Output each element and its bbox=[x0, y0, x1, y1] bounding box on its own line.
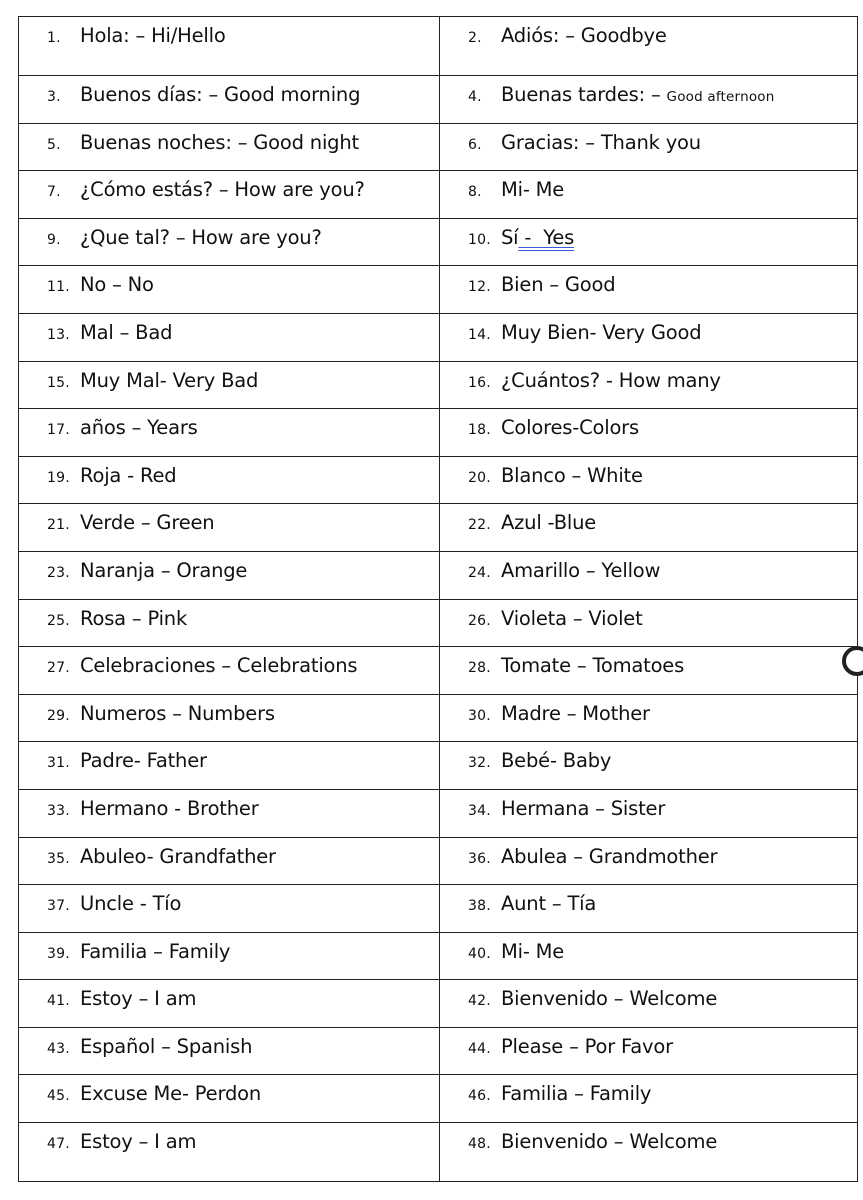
vocab-row bbox=[19, 789, 858, 837]
entry-text: Bienvenido – Welcome bbox=[501, 1130, 718, 1154]
item-number: 21. bbox=[47, 517, 70, 534]
entry-text: Gracias: – Thank you bbox=[501, 130, 701, 154]
item-number: 14. bbox=[468, 326, 491, 343]
vocab-row bbox=[19, 361, 858, 409]
item-number: 9. bbox=[47, 231, 61, 248]
vocab-row bbox=[19, 171, 858, 219]
vocab-entry bbox=[19, 219, 439, 249]
item-number: 7. bbox=[47, 184, 61, 201]
vocab-cell bbox=[19, 694, 440, 742]
vocab-cell bbox=[440, 313, 858, 361]
vocab-cell bbox=[440, 1027, 858, 1075]
vocab-cell bbox=[19, 313, 440, 361]
vocab-entry bbox=[19, 647, 439, 677]
vocab-cell bbox=[440, 837, 858, 885]
vocab-entry bbox=[19, 980, 439, 1010]
item-number: 5. bbox=[47, 136, 61, 153]
entry-text: Estoy – I am bbox=[80, 987, 197, 1011]
vocab-entry bbox=[440, 124, 857, 154]
vocabulary-table bbox=[18, 16, 858, 1182]
vocab-cell bbox=[440, 266, 858, 314]
entry-text: Violeta – Violet bbox=[501, 606, 643, 630]
item-number: 47. bbox=[47, 1136, 70, 1153]
item-number: 43. bbox=[47, 1040, 70, 1057]
entry-text: Abuleo- Grandfather bbox=[80, 844, 276, 868]
vocab-cell bbox=[440, 932, 858, 980]
item-number: 40. bbox=[468, 945, 491, 962]
vocab-cell bbox=[440, 599, 858, 647]
item-number: 34. bbox=[468, 802, 491, 819]
entry-text: Bienvenido – Welcome bbox=[501, 987, 718, 1011]
vocab-entry bbox=[440, 171, 857, 201]
vocab-cell bbox=[440, 694, 858, 742]
entry-text: Azul -Blue bbox=[501, 511, 597, 535]
vocab-cell bbox=[440, 17, 858, 76]
vocab-row bbox=[19, 599, 858, 647]
item-number: 19. bbox=[47, 469, 70, 486]
vocab-entry bbox=[19, 885, 439, 915]
vocab-cell bbox=[19, 1027, 440, 1075]
vocab-entry bbox=[19, 695, 439, 725]
entry-text: Buenas noches: – Good night bbox=[80, 130, 359, 154]
vocab-cell bbox=[440, 504, 858, 552]
entry-text: ¿Que tal? – How are you? bbox=[80, 225, 322, 249]
vocab-cell bbox=[440, 551, 858, 599]
vocab-cell bbox=[440, 123, 858, 171]
vocab-row bbox=[19, 266, 858, 314]
vocab-cell bbox=[440, 1123, 858, 1182]
item-number: 30. bbox=[468, 707, 491, 724]
entry-text: Familia – Family bbox=[501, 1082, 652, 1106]
vocab-row bbox=[19, 17, 858, 76]
vocab-cell bbox=[19, 1123, 440, 1182]
entry-text: Padre- Father bbox=[80, 749, 207, 773]
item-number: 23. bbox=[47, 564, 70, 581]
item-number: 36. bbox=[468, 850, 491, 867]
vocab-entry bbox=[440, 1075, 857, 1105]
vocab-entry bbox=[19, 409, 439, 439]
entry-text: Hola: – Hi/Hello bbox=[80, 24, 226, 47]
vocab-entry bbox=[19, 838, 439, 868]
item-number: 27. bbox=[47, 660, 70, 677]
vocab-row bbox=[19, 504, 858, 552]
vocab-cell bbox=[19, 123, 440, 171]
vocab-row bbox=[19, 932, 858, 980]
vocab-cell bbox=[19, 266, 440, 314]
item-number: 13. bbox=[47, 326, 70, 343]
vocab-entry bbox=[19, 742, 439, 772]
vocab-entry bbox=[440, 790, 857, 820]
item-number: 15. bbox=[47, 374, 70, 391]
vocab-entry bbox=[19, 504, 439, 534]
entry-text: Mi- Me bbox=[501, 939, 565, 963]
vocab-entry bbox=[440, 647, 857, 677]
entry-text: Muy Bien- Very Good bbox=[501, 320, 702, 344]
vocab-row bbox=[19, 1027, 858, 1075]
vocab-entry bbox=[19, 124, 439, 154]
item-number: 41. bbox=[47, 993, 70, 1010]
vocab-cell bbox=[440, 361, 858, 409]
vocab-cell bbox=[19, 742, 440, 790]
item-number: 22. bbox=[468, 517, 491, 534]
item-number: 6. bbox=[468, 136, 482, 153]
item-number: 33. bbox=[47, 802, 70, 819]
item-number: 17. bbox=[47, 422, 70, 439]
vocab-entry bbox=[440, 885, 857, 915]
vocab-cell bbox=[19, 932, 440, 980]
vocab-cell bbox=[440, 1075, 858, 1123]
vocab-entry bbox=[19, 171, 439, 201]
vocab-entry bbox=[19, 266, 439, 296]
vocab-cell bbox=[440, 980, 858, 1028]
vocabulary-table-body bbox=[19, 17, 858, 1182]
vocab-cell bbox=[19, 361, 440, 409]
item-number: 16. bbox=[468, 374, 491, 391]
vocab-cell bbox=[19, 171, 440, 219]
item-number: 4. bbox=[468, 89, 482, 105]
vocab-cell bbox=[440, 76, 858, 124]
item-number: 26. bbox=[468, 612, 491, 629]
item-number: 48. bbox=[468, 1136, 491, 1153]
item-number: 8. bbox=[468, 184, 482, 201]
item-number: 37. bbox=[47, 898, 70, 915]
vocab-entry bbox=[19, 76, 439, 106]
vocab-cell bbox=[19, 599, 440, 647]
vocab-entry bbox=[19, 362, 439, 392]
item-number: 24. bbox=[468, 564, 491, 581]
vocab-entry bbox=[440, 552, 857, 582]
vocab-entry bbox=[440, 980, 857, 1010]
vocab-cell bbox=[440, 171, 858, 219]
vocab-entry bbox=[19, 1123, 439, 1153]
vocab-entry bbox=[19, 1075, 439, 1105]
entry-text: Roja - Red bbox=[80, 463, 177, 487]
entry-text: Verde – Green bbox=[80, 511, 215, 535]
vocab-cell bbox=[19, 789, 440, 837]
entry-text: Muy Mal- Very Bad bbox=[80, 368, 259, 392]
vocab-entry bbox=[440, 219, 857, 249]
entry-text: Adiós: – Goodbye bbox=[501, 24, 667, 47]
entry-text: Please – Por Favor bbox=[501, 1034, 673, 1058]
vocab-entry bbox=[19, 314, 439, 344]
entry-text: Buenas tardes: – bbox=[501, 83, 661, 106]
vocab-entry bbox=[440, 695, 857, 725]
vocab-cell bbox=[440, 647, 858, 695]
vocab-cell bbox=[19, 76, 440, 124]
vocab-entry bbox=[19, 933, 439, 963]
item-number: 1. bbox=[47, 30, 61, 46]
item-number: 11. bbox=[47, 279, 70, 296]
vocab-entry bbox=[440, 1123, 857, 1153]
item-number: 31. bbox=[47, 755, 70, 772]
item-number: 32. bbox=[468, 755, 491, 772]
vocab-entry bbox=[440, 1028, 857, 1058]
vocab-cell bbox=[19, 504, 440, 552]
item-number: 10. bbox=[468, 231, 491, 248]
item-number: 12. bbox=[468, 279, 491, 296]
vocab-row bbox=[19, 837, 858, 885]
entry-text: Numeros – Numbers bbox=[80, 701, 275, 725]
entry-text: Madre – Mother bbox=[501, 701, 650, 725]
vocab-cell bbox=[19, 17, 440, 76]
item-number: 39. bbox=[47, 945, 70, 962]
item-number: 35. bbox=[47, 850, 70, 867]
vocab-cell bbox=[19, 1075, 440, 1123]
vocab-cell bbox=[19, 980, 440, 1028]
entry-text: ¿Cuántos? - How many bbox=[501, 368, 721, 392]
vocab-cell bbox=[440, 742, 858, 790]
vocab-cell bbox=[19, 456, 440, 504]
item-number: 45. bbox=[47, 1088, 70, 1105]
entry-text: años – Years bbox=[80, 416, 198, 440]
vocab-entry bbox=[440, 742, 857, 772]
vocab-cell bbox=[19, 837, 440, 885]
vocab-row bbox=[19, 647, 858, 695]
entry-text: ¿Cómo estás? – How are you? bbox=[80, 178, 365, 202]
vocab-row bbox=[19, 218, 858, 266]
entry-text: Rosa – Pink bbox=[80, 606, 188, 630]
vocab-cell bbox=[19, 218, 440, 266]
vocab-entry bbox=[440, 266, 857, 296]
entry-text: Hermana – Sister bbox=[501, 796, 666, 820]
entry-text: Amarillo – Yellow bbox=[501, 558, 661, 582]
item-number: 28. bbox=[468, 660, 491, 677]
spellcheck-underlined-text: - Yes bbox=[518, 225, 575, 249]
entry-text: Colores-Colors bbox=[501, 416, 639, 440]
item-number: 25. bbox=[47, 612, 70, 629]
item-number: 18. bbox=[468, 422, 491, 439]
vocab-row bbox=[19, 76, 858, 124]
vocab-entry bbox=[440, 838, 857, 868]
entry-text: Estoy – I am bbox=[80, 1130, 197, 1154]
vocab-row bbox=[19, 980, 858, 1028]
entry-text: No – No bbox=[80, 273, 154, 297]
vocab-row bbox=[19, 694, 858, 742]
item-number: 29. bbox=[47, 707, 70, 724]
item-number: 3. bbox=[47, 89, 61, 105]
vocab-row bbox=[19, 123, 858, 171]
vocab-row bbox=[19, 456, 858, 504]
item-number: 2. bbox=[468, 30, 482, 46]
item-number: 20. bbox=[468, 469, 491, 486]
vocab-entry bbox=[19, 1028, 439, 1058]
entry-text: Tomate – Tomatoes bbox=[501, 654, 685, 678]
vocab-row bbox=[19, 885, 858, 933]
vocab-entry bbox=[440, 457, 857, 487]
vocab-row bbox=[19, 1123, 858, 1182]
vocab-cell bbox=[19, 647, 440, 695]
entry-text: Celebraciones – Celebrations bbox=[80, 654, 358, 678]
vocab-cell bbox=[440, 885, 858, 933]
vocab-entry bbox=[440, 362, 857, 392]
vocab-entry bbox=[440, 314, 857, 344]
vocab-entry bbox=[440, 600, 857, 630]
item-number: 44. bbox=[468, 1040, 491, 1057]
entry-text: Blanco – White bbox=[501, 463, 643, 487]
entry-text: Bien – Good bbox=[501, 273, 616, 297]
vocab-cell bbox=[19, 551, 440, 599]
vocab-cell bbox=[440, 456, 858, 504]
vocab-cell bbox=[19, 885, 440, 933]
entry-text: Sí bbox=[501, 225, 519, 249]
vocab-entry bbox=[19, 552, 439, 582]
vocab-entry bbox=[19, 600, 439, 630]
vocab-entry bbox=[440, 409, 857, 439]
entry-text: Buenos días: – Good morning bbox=[80, 83, 361, 106]
entry-text: Excuse Me- Perdon bbox=[80, 1082, 262, 1106]
vocab-row bbox=[19, 742, 858, 790]
vocab-entry bbox=[19, 790, 439, 820]
vocab-cell bbox=[440, 218, 858, 266]
item-number: 46. bbox=[468, 1088, 491, 1105]
item-number: 38. bbox=[468, 898, 491, 915]
entry-text: Familia – Family bbox=[80, 939, 231, 963]
vocab-cell bbox=[440, 789, 858, 837]
vocab-row bbox=[19, 313, 858, 361]
vocab-entry bbox=[440, 933, 857, 963]
vocab-cell bbox=[440, 409, 858, 457]
vocab-row bbox=[19, 1075, 858, 1123]
vocab-cell bbox=[19, 409, 440, 457]
vocab-entry bbox=[440, 504, 857, 534]
entry-small-text: Good afternoon bbox=[666, 89, 775, 105]
entry-text: Aunt – Tía bbox=[501, 892, 597, 916]
vocab-entry bbox=[440, 17, 857, 47]
vocab-entry bbox=[19, 17, 439, 47]
entry-text: Bebé- Baby bbox=[501, 749, 612, 773]
entry-text: Uncle - Tío bbox=[80, 892, 182, 916]
entry-text: Hermano - Brother bbox=[80, 796, 259, 820]
entry-text: Naranja – Orange bbox=[80, 558, 248, 582]
entry-text: Abulea – Grandmother bbox=[501, 844, 718, 868]
vocab-row bbox=[19, 409, 858, 457]
vocab-row bbox=[19, 551, 858, 599]
item-number: 42. bbox=[468, 993, 491, 1010]
entry-text: Mal – Bad bbox=[80, 320, 173, 344]
entry-text: Español – Spanish bbox=[80, 1034, 253, 1058]
entry-text: Mi- Me bbox=[501, 178, 565, 202]
vocab-entry bbox=[440, 76, 857, 106]
vocab-entry bbox=[19, 457, 439, 487]
